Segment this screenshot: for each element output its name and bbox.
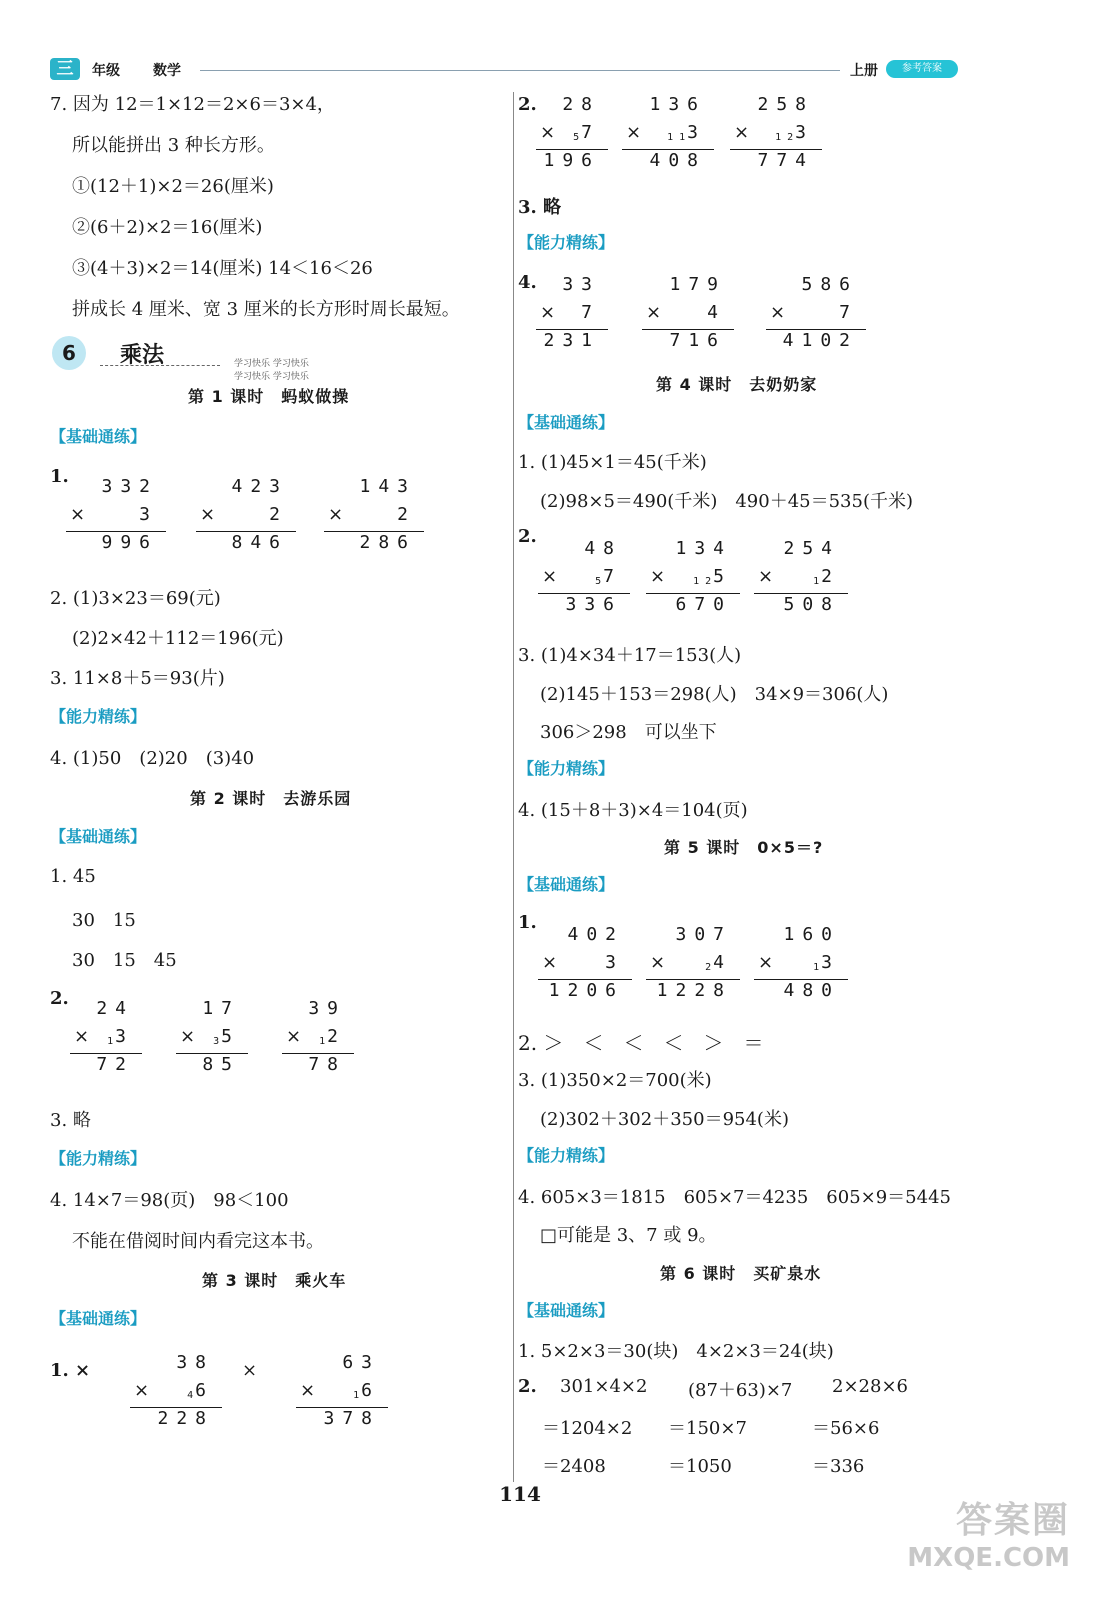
volume-label: 上册 [850,63,878,79]
l1-calc-3-bottom: 2 [397,504,416,525]
l2-calc-2-carry: 3 [213,1036,220,1047]
lesson-5-title: 第 5 课时 0×5＝? [664,838,824,857]
column-divider [513,92,514,1482]
l6-col3-line1: 2×28×6 [832,1376,908,1397]
l6-q1: 1. 5×2×3＝30(块) 4×2×3＝24(块) [518,1341,834,1362]
l4-calc-1-top: 48 [584,538,622,559]
l2-calc-3-top: 39 [308,998,346,1019]
l1-calc-2-bottom: 2 [269,504,288,525]
l4-calc-3 [754,538,848,622]
r-q2-label: 2. [518,94,537,115]
times-sign: × [286,1026,302,1047]
l1-q3: 3. 11×8＋5＝93(片) [50,668,225,689]
l5-basic-tag: 【基础通练】 [518,875,615,894]
times-sign: × [200,504,216,525]
l4-calc-3-carry: 1 [813,576,820,587]
r-q4-label: 4. [518,272,537,293]
subject-label: 数学 [153,63,181,79]
times-sign: × [650,566,666,587]
l2-basic-tag: 【基础通练】 [50,827,147,846]
l1-q1-label: 1. [50,466,69,487]
r4-calc-3-result: 4102 [782,330,858,351]
l2-calc-1-carry: 1 [107,1036,114,1047]
l6-col2-line1: (87＋63)×7 [688,1380,793,1401]
l6-col2-line3: ＝1050 [668,1456,732,1477]
l6-col1-line3: ＝2408 [542,1456,606,1477]
times-sign: × [734,122,750,143]
l4-q1-a: 1. (1)45×1＝45(千米) [518,452,707,473]
r-calc-3-result: 774 [757,150,814,171]
r-calc-3-top: 258 [757,94,814,115]
l2-ability-tag: 【能力精练】 [50,1149,147,1168]
l1-calc-2-result: 846 [231,532,288,553]
l4-q4: 4. (15＋8＋3)×4＝104(页) [518,800,748,821]
r-calc-2-bottom: 3 [687,122,706,143]
l4-calc-2-top: 134 [675,538,732,559]
grade-label: 年级 [92,63,120,79]
l2-calc-2-result: 85 [202,1054,240,1075]
q7-line6: 拼成长 4 厘米、宽 3 厘米的长方形时周长最短。 [72,299,460,320]
watermark-logo [900,1492,1070,1582]
l1-calc-3-result: 286 [359,532,416,553]
times-sign: × [626,122,642,143]
times-sign: × [328,504,344,525]
l2-q4-a: 4. 14×7＝98(页) 98＜100 [50,1190,289,1211]
chapter-number: 6 [52,336,86,370]
page-number: 114 [499,1482,541,1506]
l1-calc-1-bottom: 3 [139,504,158,525]
r4-calc-1-bottom: 7 [581,302,600,323]
r4-calc-3-bottom: 7 [839,302,858,323]
l6-col1-line2: ＝1204×2 [542,1418,633,1439]
l3-q1-label: 1. × [50,1360,91,1381]
l3-calc-2 [296,1352,388,1436]
watermark-top: 答案圈 [955,1500,1070,1541]
l5-q2: 2. ＞ ＜ ＜ ＜ ＞ ＝ [518,1031,764,1055]
times-sign: × [134,1380,150,1401]
r4-calc-3 [766,274,866,358]
times-sign: × [74,1026,90,1047]
l6-basic-tag: 【基础通练】 [518,1301,615,1320]
r4-calc-2-bottom: 4 [707,302,726,323]
r-ability-tag: 【能力精练】 [518,233,615,252]
l4-q2-label: 2. [518,526,537,547]
l4-q1-b: (2)98×5＝490(千米) 490＋45＝535(千米) [540,491,913,512]
l5-calc-2-result: 1228 [656,980,732,1001]
r-calc-2-result: 408 [649,150,706,171]
l4-calc-2 [646,538,740,622]
l4-q3-c: 306＞298 可以坐下 [540,722,717,743]
l5-ability-tag: 【能力精练】 [518,1146,615,1165]
times-sign: × [650,952,666,973]
l5-calc-3 [754,924,848,1008]
r-calc-1-result: 196 [543,150,600,171]
r4-calc-1 [536,274,608,358]
l2-calc-1-result: 72 [96,1054,134,1075]
l5-q3-a: 3. (1)350×2＝700(米) [518,1070,712,1091]
lesson-2-title: 第 2 课时 去游乐园 [190,789,352,808]
r4-calc-3-top: 586 [801,274,858,295]
r4-calc-1-result: 231 [543,330,600,351]
l5-calc-2-bottom: 4 [713,952,732,973]
l2-q2-label: 2. [50,988,69,1009]
l5-q3-b: (2)302＋302＋350＝954(米) [540,1109,789,1130]
q7-line1: 7. 因为 12＝1×12＝2×6＝3×4， [50,94,335,115]
q7-line2: 所以能拼出 3 种长方形。 [72,135,275,156]
l5-calc-3-bottom: 3 [821,952,840,973]
q7-line4: ②(6＋2)×2＝16(厘米) [72,217,263,238]
l4-calc-2-result: 670 [675,594,732,615]
r4-calc-2-top: 179 [669,274,726,295]
l4-q3-a: 3. (1)4×34＋17＝153(人) [518,645,742,666]
l1-ability-tag: 【能力精练】 [50,707,147,726]
l1-calc-2 [196,476,296,560]
r-calc-2 [622,94,714,178]
l1-basic-tag: 【基础通练】 [50,427,147,446]
times-sign: × [770,302,786,323]
l2-calc-2-top: 17 [202,998,240,1019]
l6-col3-line3: ＝336 [812,1456,865,1477]
l5-calc-1-top: 402 [567,924,624,945]
l5-calc-1-bottom: 3 [605,952,624,973]
l4-calc-1 [538,538,630,622]
r-calc-1-top: 28 [562,94,600,115]
l3-cross-mark: × [242,1360,258,1381]
l2-calc-3-bottom: 2 [327,1026,346,1047]
times-sign: × [300,1380,316,1401]
r-calc-3-bottom: 3 [795,122,814,143]
l5-calc-1 [538,924,632,1008]
l4-calc-3-bottom: 2 [821,566,840,587]
lesson-4-title: 第 4 课时 去奶奶家 [656,375,818,394]
r4-calc-2-result: 716 [669,330,726,351]
l2-q1-a: 1. 45 [50,866,96,887]
l4-q3-b: (2)145＋153＝298(人) 34×9＝306(人) [540,684,889,705]
l4-calc-2-bottom: 5 [713,566,732,587]
r-calc-1 [536,94,608,178]
r4-calc-1-top: 33 [562,274,600,295]
page-header [50,56,960,86]
chapter-small-print-2: 学习快乐 学习快乐 [234,372,309,382]
l2-calc-3-result: 78 [308,1054,346,1075]
l2-q1-b: 30 15 [72,910,136,931]
l4-ability-tag: 【能力精练】 [518,759,615,778]
l3-calc-2-result: 378 [323,1408,380,1429]
times-sign: × [758,952,774,973]
l1-q2-2: (2)2×42＋112＝196(元) [72,628,284,649]
l1-calc-3-top: 143 [359,476,416,497]
l6-q2-label: 2. [518,1376,537,1397]
l5-calc-3-result: 480 [783,980,840,1001]
l4-basic-tag: 【基础通练】 [518,413,615,432]
l3-calc-1-bottom: 6 [195,1380,214,1401]
l4-calc-3-result: 508 [783,594,840,615]
chapter-underline [100,365,220,366]
r-calc-2-top: 136 [649,94,706,115]
l3-calc-1-top: 38 [176,1352,214,1373]
lesson-3-title: 第 3 课时 乘火车 [202,1271,347,1290]
l5-calc-1-result: 1206 [548,980,624,1001]
l3-calc-2-carry: 1 [353,1390,360,1401]
l3-calc-2-bottom: 6 [361,1380,380,1401]
l4-calc-2-carry: 1 2 [693,576,712,587]
l1-q2-1: 2. (1)3×23＝69(元) [50,588,221,609]
l2-q3: 3. 略 [50,1110,91,1131]
q7-line5: ③(4＋3)×2＝14(厘米) 14＜16＜26 [72,258,373,279]
l5-calc-2-carry: 2 [705,962,712,973]
l5-q1-label: 1. [518,912,537,933]
r-calc-3 [730,94,822,178]
watermark-bottom: MXQE.COM [907,1543,1070,1573]
lesson-1-title: 第 1 课时 蚂蚁做操 [188,387,350,406]
l3-calc-1-carry: 4 [187,1390,194,1401]
l2-calc-2 [176,998,248,1082]
r-calc-3-carry: 1 2 [775,132,794,143]
l6-col1-line1: 301×4×2 [560,1376,648,1397]
l2-q4-b: 不能在借阅时间内看完这本书。 [72,1231,324,1252]
times-sign: × [70,504,86,525]
l6-col2-line2: ＝150×7 [668,1418,747,1439]
l2-calc-3 [282,998,354,1082]
times-sign: × [540,302,556,323]
l5-calc-2-top: 307 [675,924,732,945]
r-calc-2-carry: 1 1 [667,132,686,143]
times-sign: × [540,122,556,143]
l1-calc-3 [324,476,424,560]
r4-calc-2 [642,274,734,358]
times-sign: × [758,566,774,587]
l6-col3-line2: ＝56×6 [812,1418,880,1439]
answer-badge: 参考答案 [886,60,958,78]
r-calc-1-bottom: 7 [581,122,600,143]
chapter-title: 乘法 [120,343,165,368]
header-rule [200,70,840,71]
l5-calc-2 [646,924,740,1008]
l2-q1-c: 30 15 45 [72,950,177,971]
l1-calc-1 [66,476,166,560]
l5-calc-3-carry: 1 [813,962,820,973]
l2-calc-1-bottom: 3 [115,1026,134,1047]
l3-calc-1 [130,1352,222,1436]
l2-calc-1-top: 24 [96,998,134,1019]
l4-calc-1-result: 336 [565,594,622,615]
l1-calc-1-top: 332 [101,476,158,497]
l2-calc-3-carry: 1 [319,1036,326,1047]
grade-badge: 三 [50,58,80,80]
l4-calc-3-top: 254 [783,538,840,559]
l1-q4: 4. (1)50 (2)20 (3)40 [50,748,255,769]
l2-calc-2-bottom: 5 [221,1026,240,1047]
r-calc-1-carry: 5 [573,132,580,143]
times-sign: × [542,952,558,973]
times-sign: × [180,1026,196,1047]
l3-calc-2-top: 63 [342,1352,380,1373]
l1-calc-2-top: 423 [231,476,288,497]
l5-calc-3-top: 160 [783,924,840,945]
times-sign: × [542,566,558,587]
l4-calc-1-bottom: 7 [603,566,622,587]
l4-calc-1-carry: 5 [595,576,602,587]
l5-q4-a: 4. 605×3＝1815 605×7＝4235 605×9＝5445 [518,1187,951,1208]
q7-line3: ①(12＋1)×2＝26(厘米) [72,176,274,197]
chapter-small-print-1: 学习快乐 学习快乐 [234,359,309,369]
l5-q4-b: □可能是 3、7 或 9。 [540,1225,717,1246]
r-q3: 3. 略 [518,197,562,218]
l2-calc-1 [70,998,142,1082]
lesson-6-title: 第 6 课时 买矿泉水 [660,1264,822,1283]
l1-calc-1-result: 996 [101,532,158,553]
l3-calc-1-result: 228 [157,1408,214,1429]
times-sign: × [646,302,662,323]
l3-basic-tag: 【基础通练】 [50,1309,147,1328]
